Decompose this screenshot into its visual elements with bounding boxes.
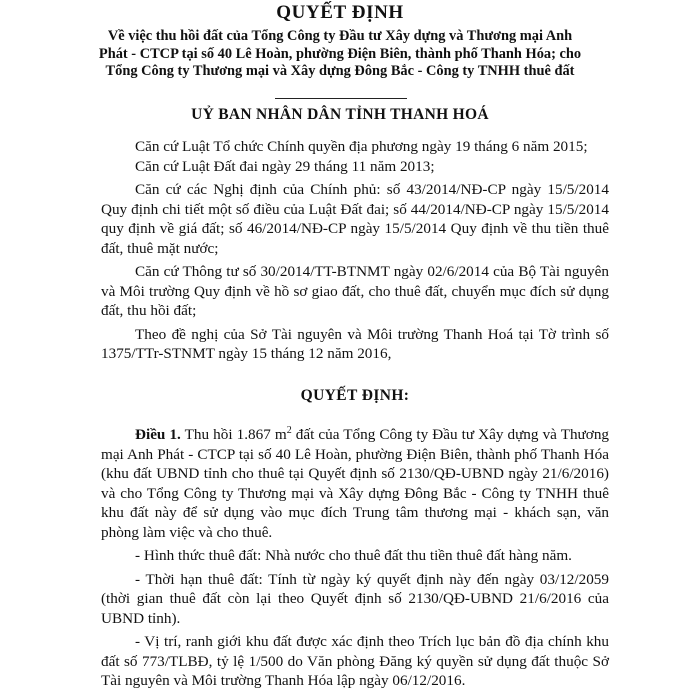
article-1-text-a: Thu hồi 1.867 m — [180, 426, 287, 443]
clause-lease-form: - Hình thức thuê đất: Nhà nước cho thuê đất thu tiền thuê đất hàng năm. — [135, 547, 572, 564]
preamble-line: Căn cứ Thông tư số 30/2014/TT-BTNMT ngày 02/6/2014 của Bộ Tài nguyên và Môi trường Quy định về hồ sơ giao đất, cho thuê đất, chuyển mục đích sử dụng đất, thu hồi đất; — [101, 263, 609, 319]
area-unit-superscript: 2 — [286, 424, 292, 436]
document-body — [101, 137, 609, 691]
preamble-line: Căn cứ các Nghị định của Chính phủ: số 43/2014/NĐ-CP ngày 15/5/2014 Quy định chi tiết một số điều của Luật Đất đai; số 44/2014/NĐ-CP ngày 15/5/2014 quy định về giá đất; số 46/2014/NĐ-CP ngày 15/5/2014 Quy định về thu tiền thuê đất, thuê mặt nước; — [101, 181, 609, 257]
clause-location: - Vị trí, ranh giới khu đất được xác định theo Trích lục bản đồ địa chính khu đất số 773/TLBĐ, tỷ lệ 1/500 do Văn phòng Đăng ký quyền sử dụng đất thuộc Sở Tài nguyên và Môi trường Thanh Hóa lập ngày 06/12/2016. — [101, 633, 609, 689]
article-1-label: Điều 1. — [135, 426, 181, 443]
decision-heading: QUYẾT ĐỊNH: — [300, 386, 410, 404]
article-1-text-b: đất của Tổng Công ty Đầu tư Xây dựng và Thương mại Anh Phát - CTCP tại số 40 Lê Hoàn, phường Điện Biên, thành phố Thanh Hóa (khu đất UBND tỉnh cho thuê tại Quyết định số 2130/QĐ-UBND ngày 21/6/2016) và cho Tổng Công ty Thương mại và Xây dựng Đông Bắc - Công ty TNHH thuê khu đất này để sử dụng vào mục đích Trung tâm thương mại - khách sạn, văn phòng làm việc và cho thuê. — [101, 426, 610, 541]
preamble-line: Căn cứ Luật Đất đai ngày 29 tháng 11 năm 2013; — [135, 157, 435, 175]
document-subject: Về việc thu hồi đất của Tổng Công ty Đầu tư Xây dựng và Thương mại Anh Phát - CTCP tại số 40 Lê Hoàn, phường Điện Biên, thành phố Thanh Hóa; cho Tổng Công ty Thương mại và Xây dựng Đông Bắc - Công ty TNHH thuê đất — [98, 28, 582, 79]
preamble-line: Theo đề nghị của Sở Tài nguyên và Môi trường Thanh Hoá tại Tờ trình số 1375/TTr-STNMT ngày 15 tháng 12 năm 2016, — [101, 325, 609, 362]
subject-divider — [275, 98, 407, 99]
preamble-line: Căn cứ Luật Tổ chức Chính quyền địa phương ngày 19 tháng 6 năm 2015; — [135, 138, 588, 155]
issuing-authority: UỶ BAN NHÂN DÂN TỈNH THANH HOÁ — [191, 106, 489, 123]
document-title: QUYẾT ĐỊNH — [276, 2, 404, 23]
clause-lease-term: - Thời hạn thuê đất: Tính từ ngày ký quyết định này đến ngày 03/12/2059 (thời gian thuê đất còn lại theo Quyết định số 2130/QĐ-UBND 21/6/2016 của UBND tỉnh). — [101, 570, 609, 627]
article-1 — [101, 425, 609, 542]
